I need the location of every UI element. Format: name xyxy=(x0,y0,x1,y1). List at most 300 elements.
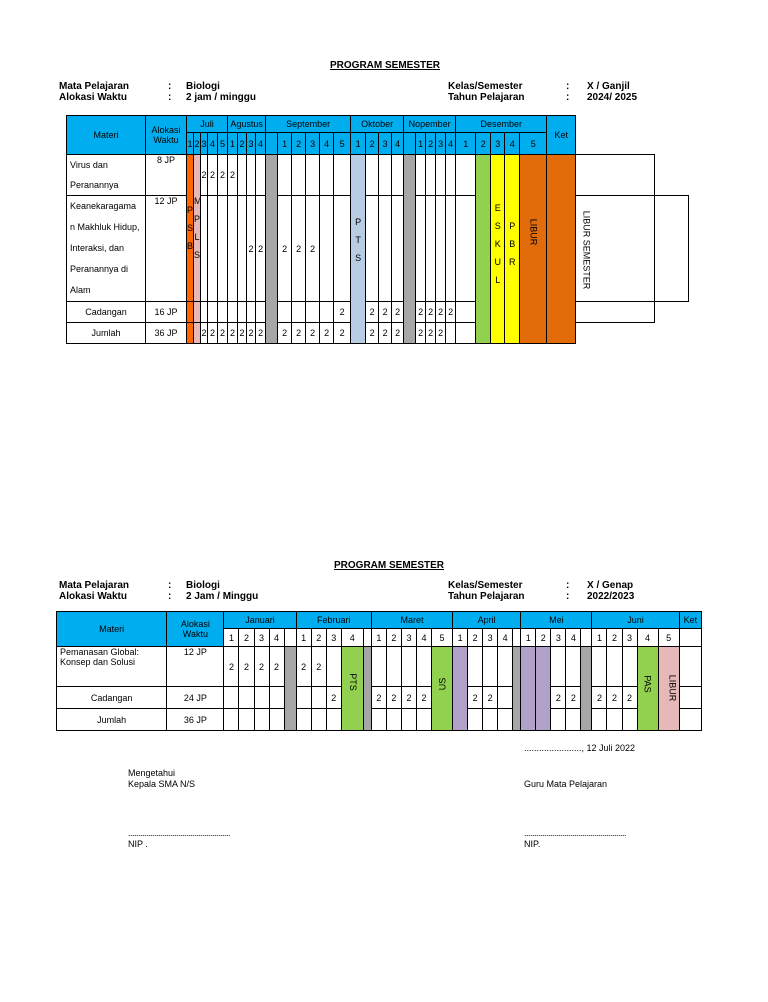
month-header: Juli xyxy=(187,116,228,133)
jp-cell: 36 JP xyxy=(146,323,187,344)
schedule-cell xyxy=(436,155,446,196)
week-header: 2 xyxy=(536,629,551,647)
mengetahui-label: Mengetahui xyxy=(128,768,176,778)
event-letter: U xyxy=(494,257,501,267)
schedule-cell xyxy=(278,302,292,323)
libur-label: LIBUR xyxy=(528,218,539,246)
schedule-cell xyxy=(320,155,334,196)
schedule-cell xyxy=(208,196,218,302)
ket-cell xyxy=(679,629,701,647)
schedule-cell xyxy=(334,155,351,196)
us-label: US xyxy=(437,677,448,691)
schedule-cell xyxy=(379,196,392,302)
schedule-cell xyxy=(498,709,513,731)
schedule-cell xyxy=(269,709,284,731)
sem2-kelas-label: Kelas/Semester xyxy=(448,580,523,591)
materi-header: Materi xyxy=(67,116,146,155)
schedule-cell: 2 xyxy=(483,687,498,709)
schedule-cell: 2 xyxy=(446,302,456,323)
ket-header: Ket xyxy=(547,116,576,155)
sem1-alokasi-value: 2 jam / minggu xyxy=(186,92,257,103)
week-header: 4 xyxy=(256,133,266,155)
schedule-cell: 2 xyxy=(278,323,292,344)
week-header: 3 xyxy=(254,629,269,647)
schedule-cell xyxy=(551,709,566,731)
schedule-cell: 2 xyxy=(247,323,256,344)
libur-label: LIBUR xyxy=(666,674,677,702)
month-header: Agustus xyxy=(228,116,266,133)
schedule-cell xyxy=(326,647,341,687)
month-header: Februari xyxy=(296,612,371,629)
schedule-cell: 2 xyxy=(401,687,416,709)
schedule-cell xyxy=(592,647,607,687)
schedule-cell xyxy=(607,709,622,731)
schedule-cell xyxy=(201,196,208,302)
holiday-column xyxy=(513,647,521,731)
sem1-mapel-value: Biologi xyxy=(186,81,220,92)
week-header: 3 xyxy=(491,133,505,155)
ket-cell xyxy=(655,196,689,302)
jp-cell: 16 JP xyxy=(146,302,187,323)
schedule-cell xyxy=(254,687,269,709)
schedule-cell: 2 xyxy=(238,323,247,344)
schedule-cell xyxy=(386,647,401,687)
month-header: September xyxy=(266,116,351,133)
schedule-cell: 2 xyxy=(278,196,292,302)
week-header: 2 xyxy=(607,629,622,647)
schedule-cell xyxy=(446,196,456,302)
event-letter: L xyxy=(194,232,200,242)
schedule-cell xyxy=(311,687,326,709)
week-header: 5 xyxy=(520,133,547,155)
week-header: 1 xyxy=(456,133,476,155)
schedule-cell: 2 xyxy=(256,196,266,302)
week-header: 5 xyxy=(658,629,679,647)
mpls-event-cont xyxy=(194,302,201,323)
sem1-tahun-label: Tahun Pelajaran xyxy=(448,92,525,103)
schedule-cell: 2 xyxy=(296,647,311,687)
schedule-cell xyxy=(392,196,404,302)
week-header: 1 xyxy=(371,629,386,647)
schedule-cell xyxy=(320,196,334,302)
schedule-cell xyxy=(426,155,436,196)
sem2-colon: : xyxy=(566,591,570,602)
week-header: 3 xyxy=(247,133,256,155)
purple-event xyxy=(453,647,468,731)
event-letter: P xyxy=(355,217,362,227)
materi-text: Keanekaragama xyxy=(70,201,137,211)
week-header: 2 xyxy=(468,629,483,647)
week-header: 1 xyxy=(296,629,311,647)
schedule-cell: 2 xyxy=(218,155,228,196)
schedule-cell xyxy=(622,647,637,687)
schedule-cell: 2 xyxy=(224,647,239,687)
week-header: 5 xyxy=(334,133,351,155)
schedule-cell: 2 xyxy=(566,687,581,709)
schedule-cell: 2 xyxy=(218,323,228,344)
week-header: 4 xyxy=(269,629,284,647)
ket-header: Ket xyxy=(679,612,701,629)
materi-text: Interaksi, dan xyxy=(70,243,125,253)
materi-text: Virus dan xyxy=(70,160,108,170)
schedule-cell: 2 xyxy=(326,687,341,709)
schedule-cell: 2 xyxy=(371,687,386,709)
schedule-cell xyxy=(483,709,498,731)
event-letter: M xyxy=(194,196,202,206)
schedule-cell: 2 xyxy=(208,155,218,196)
schedule-cell xyxy=(607,647,622,687)
schedule-cell: 2 xyxy=(416,323,426,344)
schedule-cell: 2 xyxy=(426,302,436,323)
kepala-label: Kepala SMA N/S xyxy=(128,779,196,789)
pts-event xyxy=(341,647,363,731)
schedule-cell xyxy=(566,709,581,731)
week-header: 3 xyxy=(306,133,320,155)
schedule-cell xyxy=(566,647,581,687)
holiday-column xyxy=(404,155,416,344)
schedule-cell xyxy=(296,687,311,709)
pas-label: PAS xyxy=(642,675,653,693)
sem2-mapel-value: Biologi xyxy=(186,580,220,591)
schedule-cell xyxy=(436,196,446,302)
schedule-cell xyxy=(446,155,456,196)
schedule-cell xyxy=(392,155,404,196)
week-header: 3 xyxy=(483,629,498,647)
week-header: 4 xyxy=(320,133,334,155)
schedule-cell: 2 xyxy=(306,323,320,344)
schedule-cell xyxy=(592,709,607,731)
schedule-cell: 2 xyxy=(622,687,637,709)
schedule-cell: 2 xyxy=(392,323,404,344)
schedule-cell xyxy=(456,155,476,196)
month-header: April xyxy=(453,612,521,629)
schedule-cell: 2 xyxy=(592,687,607,709)
signature-date: ......................., 12 Juli 2022 xyxy=(524,743,636,753)
psb-event-cont xyxy=(187,323,194,344)
sem2-kelas-value: X / Genap xyxy=(587,580,634,591)
holiday-column xyxy=(363,647,371,731)
sem2-colon: : xyxy=(168,580,172,591)
schedule-cell: 2 xyxy=(311,647,326,687)
materi-text: Alam xyxy=(70,285,91,295)
schedule-cell xyxy=(311,709,326,731)
week-header: 4 xyxy=(446,133,456,155)
schedule-cell: 2 xyxy=(208,323,218,344)
schedule-cell: 2 xyxy=(254,647,269,687)
schedule-cell xyxy=(371,647,386,687)
schedule-cell xyxy=(269,687,284,709)
ket-cell xyxy=(576,155,655,196)
holiday-column xyxy=(581,647,592,731)
week-header: 1 xyxy=(453,629,468,647)
cadangan-label: Cadangan xyxy=(57,687,167,709)
schedule-cell: 2 xyxy=(426,323,436,344)
schedule-cell: 2 xyxy=(416,687,431,709)
week-header: 4 xyxy=(637,629,658,647)
schedule-cell xyxy=(256,155,266,196)
schedule-cell: 2 xyxy=(239,647,254,687)
schedule-cell xyxy=(306,302,320,323)
alokasi-header-label: Alokasi xyxy=(180,619,210,629)
month-header: Januari xyxy=(224,612,296,629)
schedule-cell xyxy=(401,709,416,731)
schedule-cell: 2 xyxy=(256,323,266,344)
guru-label: Guru Mata Pelajaran xyxy=(524,779,608,789)
event-letter: S xyxy=(187,223,194,233)
schedule-cell xyxy=(468,647,483,687)
schedule-cell xyxy=(498,647,513,687)
sem2-alokasi-value: 2 Jam / Minggu xyxy=(186,591,259,602)
month-header: Desember xyxy=(456,116,547,133)
event-letter: P xyxy=(187,205,194,215)
sem1-mapel-label: Mata Pelajaran xyxy=(59,81,130,92)
schedule-cell: 2 xyxy=(392,302,404,323)
schedule-cell: 2 xyxy=(334,323,351,344)
schedule-cell xyxy=(239,687,254,709)
week-header: 1 xyxy=(278,133,292,155)
schedule-cell xyxy=(254,709,269,731)
nip-right: NIP. xyxy=(524,839,541,849)
jp-cell: 24 JP xyxy=(167,687,224,709)
schedule-cell xyxy=(371,709,386,731)
week-header: 3 xyxy=(622,629,637,647)
schedule-cell: 2 xyxy=(436,302,446,323)
schedule-cell xyxy=(416,196,426,302)
schedule-cell: 2 xyxy=(386,687,401,709)
event-letter: E xyxy=(494,203,501,213)
ket-cell xyxy=(576,302,655,323)
schedule-cell xyxy=(218,302,228,323)
week-header: 3 xyxy=(401,629,416,647)
holiday-column xyxy=(284,647,296,731)
schedule-cell xyxy=(426,196,436,302)
mpls-event xyxy=(194,155,201,302)
schedule-cell: 2 xyxy=(379,323,392,344)
event-letter: T xyxy=(355,235,361,245)
schedule-cell xyxy=(401,647,416,687)
schedule-cell xyxy=(386,709,401,731)
sem2-tahun-value: 2022/2023 xyxy=(587,591,635,602)
sem2-mapel-label: Mata Pelajaran xyxy=(59,580,130,591)
schedule-cell xyxy=(296,709,311,731)
week-header: 2 xyxy=(194,133,201,155)
signature-line-left: ................................................... xyxy=(128,828,231,838)
sem2-colon: : xyxy=(566,580,570,591)
pas-event xyxy=(637,647,658,731)
sem2-title: PROGRAM SEMESTER xyxy=(334,560,445,571)
week-header: 2 xyxy=(426,133,436,155)
event-letter: S xyxy=(494,221,501,231)
holiday-column xyxy=(266,155,278,344)
sem1-colon: : xyxy=(168,92,172,103)
schedule-cell: 2 xyxy=(228,323,238,344)
sem1-alokasi-label: Alokasi Waktu xyxy=(59,92,127,103)
ket-cell xyxy=(679,709,701,731)
schedule-cell xyxy=(551,647,566,687)
week-header: 4 xyxy=(505,133,520,155)
week-header: 3 xyxy=(379,133,392,155)
schedule-cell: 2 xyxy=(366,302,379,323)
month-header: Mei xyxy=(521,612,592,629)
sem2-table xyxy=(56,611,702,731)
waktu-header-label: Waktu xyxy=(182,629,208,639)
week-header: 4 xyxy=(498,629,513,647)
week-header: 1 xyxy=(592,629,607,647)
schedule-cell xyxy=(292,302,306,323)
schedule-cell xyxy=(456,196,476,302)
schedule-cell xyxy=(483,647,498,687)
materi-header: Materi xyxy=(57,612,167,647)
purple-event xyxy=(521,647,536,731)
schedule-cell xyxy=(456,302,476,323)
schedule-cell: 2 xyxy=(379,302,392,323)
week-header: 4 xyxy=(416,629,431,647)
alokasi-header-label: Alokasi xyxy=(151,125,181,135)
week-header: 3 xyxy=(201,133,208,155)
schedule-cell: 2 xyxy=(436,323,446,344)
week-header: 3 xyxy=(551,629,566,647)
schedule-cell: 2 xyxy=(320,323,334,344)
sem1-tahun-value: 2024/ 2025 xyxy=(587,92,638,103)
schedule-cell xyxy=(326,709,341,731)
week-header: 2 xyxy=(238,133,247,155)
libur-event xyxy=(520,155,547,344)
week-header: 1 xyxy=(416,133,426,155)
month-header: Maret xyxy=(371,612,452,629)
schedule-cell: 2 xyxy=(468,687,483,709)
schedule-cell: 2 xyxy=(334,302,351,323)
waktu-header-label: Waktu xyxy=(153,135,179,145)
week-header: 4 xyxy=(208,133,218,155)
event-letter: P xyxy=(509,221,516,231)
schedule-cell xyxy=(446,323,456,344)
sem1-kelas-label: Kelas/Semester xyxy=(448,81,523,92)
event-letter: R xyxy=(508,257,516,267)
schedule-cell xyxy=(218,196,228,302)
libur-semester-label: LIBUR SEMESTER xyxy=(581,210,592,290)
sem2-alokasi-label: Alokasi Waktu xyxy=(59,591,127,602)
purple-event xyxy=(536,647,551,731)
event-letter: B xyxy=(187,241,194,251)
materi-text: n Makhluk Hidup, xyxy=(70,222,140,232)
month-header: Oktober xyxy=(351,116,404,133)
materi-cell: Pemanasan Global: Konsep dan Solusi xyxy=(57,647,167,687)
schedule-cell xyxy=(247,302,256,323)
sem2-tahun-label: Tahun Pelajaran xyxy=(448,591,525,602)
schedule-cell xyxy=(416,647,431,687)
schedule-cell: 2 xyxy=(607,687,622,709)
schedule-cell xyxy=(416,709,431,731)
week-header-blank xyxy=(581,629,592,647)
sem2-colon: : xyxy=(168,591,172,602)
week-header-blank xyxy=(363,629,371,647)
signature-line-right: ................................................... xyxy=(524,828,627,838)
schedule-cell: 2 xyxy=(247,196,256,302)
week-header: 1 xyxy=(228,133,238,155)
us-event xyxy=(432,647,453,731)
event-letter: L xyxy=(495,275,501,285)
pts-label: PTS xyxy=(347,673,358,691)
schedule-cell xyxy=(334,196,351,302)
event-letter: P xyxy=(194,214,201,224)
event-letter: S xyxy=(355,253,362,263)
week-header-blank xyxy=(284,629,296,647)
week-header: 4 xyxy=(566,629,581,647)
materi-cell xyxy=(67,155,146,196)
schedule-cell: 2 xyxy=(416,302,426,323)
schedule-cell: 2 xyxy=(201,323,208,344)
schedule-cell: 2 xyxy=(228,155,238,196)
schedule-cell: 2 xyxy=(306,196,320,302)
ket-cell xyxy=(456,323,476,344)
cadangan-label: Cadangan xyxy=(67,302,146,323)
schedule-cell: 2 xyxy=(269,647,284,687)
pbr-event xyxy=(505,155,520,344)
libur-event xyxy=(658,647,679,731)
month-header: Juni xyxy=(592,612,679,629)
schedule-cell xyxy=(201,302,208,323)
psb-event-cont xyxy=(187,302,194,323)
week-header-blank xyxy=(266,133,278,155)
sem1-colon: : xyxy=(566,81,570,92)
event-letter: B xyxy=(509,239,516,249)
schedule-cell xyxy=(228,302,238,323)
mpls-event-cont xyxy=(194,323,201,344)
schedule-cell xyxy=(208,302,218,323)
nip-left: NIP . xyxy=(128,839,148,849)
week-header: 2 xyxy=(311,629,326,647)
schedule-cell xyxy=(366,155,379,196)
materi-text: Peranannya xyxy=(70,180,119,190)
alokasi-header xyxy=(146,116,187,155)
jumlah-label: Jumlah xyxy=(57,709,167,731)
week-header: 4 xyxy=(392,133,404,155)
jp-cell: 12 JP xyxy=(146,196,187,302)
week-header: 2 xyxy=(366,133,379,155)
ket-cell xyxy=(679,647,701,687)
libur-semester-event xyxy=(547,155,592,344)
week-header: 1 xyxy=(351,133,366,155)
eskul-event xyxy=(491,155,505,344)
schedule-cell: 2 xyxy=(201,155,208,196)
week-header: 5 xyxy=(218,133,228,155)
schedule-cell xyxy=(366,196,379,302)
schedule-cell xyxy=(238,155,247,196)
jp-cell: 8 JP xyxy=(146,155,187,196)
schedule-cell: 2 xyxy=(551,687,566,709)
schedule-cell xyxy=(247,155,256,196)
month-header: Nopember xyxy=(404,116,456,133)
week-header-blank xyxy=(404,133,416,155)
schedule-cell xyxy=(224,709,239,731)
schedule-cell xyxy=(622,709,637,731)
schedule-cell xyxy=(468,709,483,731)
schedule-cell xyxy=(292,155,306,196)
schedule-cell xyxy=(224,687,239,709)
week-header: 1 xyxy=(521,629,536,647)
week-header: 4 xyxy=(341,629,363,647)
sem1-table xyxy=(66,115,689,344)
week-header: 2 xyxy=(476,133,491,155)
week-header: 1 xyxy=(224,629,239,647)
week-header-blank xyxy=(513,629,521,647)
event-letter: S xyxy=(194,250,201,260)
alokasi-header xyxy=(167,612,224,647)
week-header: 1 xyxy=(187,133,194,155)
week-header: 2 xyxy=(239,629,254,647)
sem1-title: PROGRAM SEMESTER xyxy=(330,60,441,71)
schedule-cell xyxy=(238,302,247,323)
